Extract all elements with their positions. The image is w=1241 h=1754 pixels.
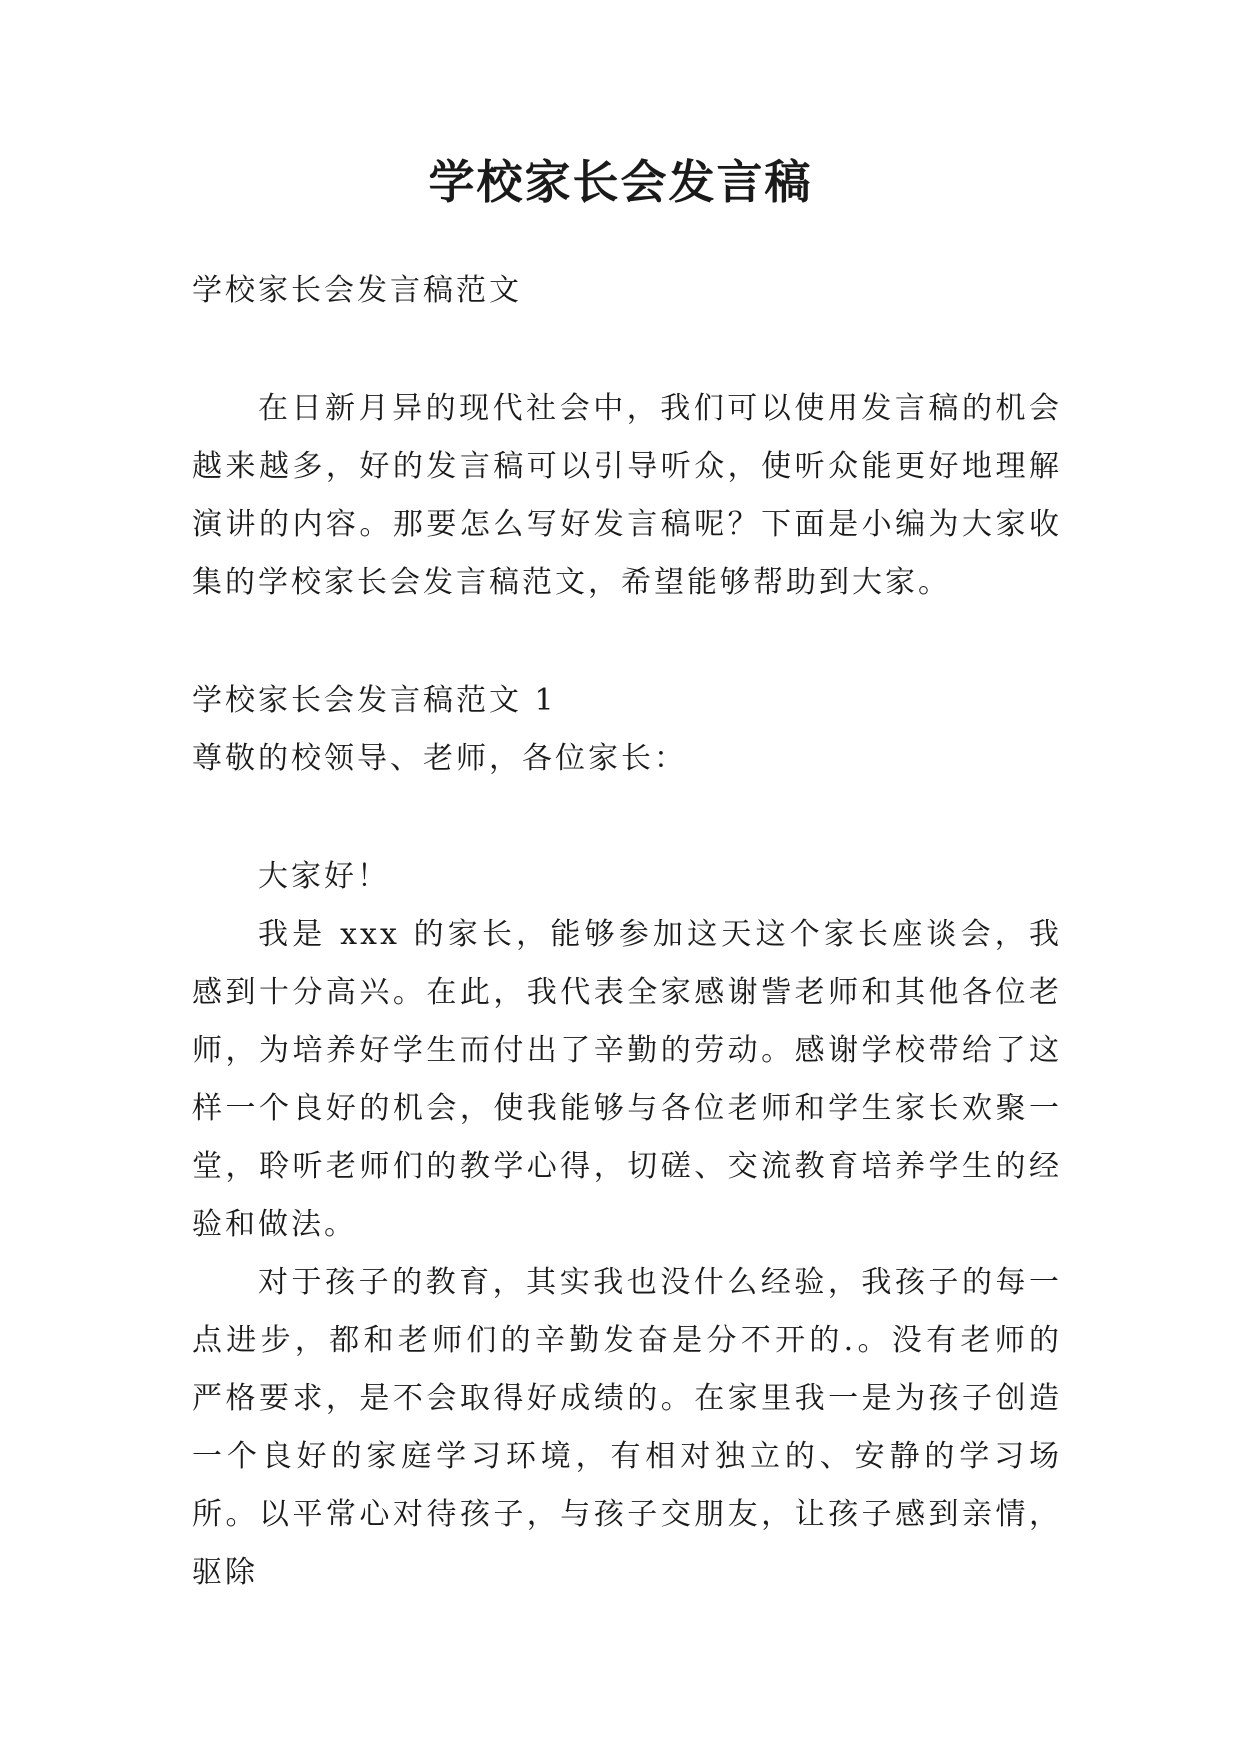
body-paragraph-1: 我是 xxx 的家长，能够参加这天这个家长座谈会，我感到十分高兴。在此，我代表全家感谢訾老师和其他各位老师，为培养好学生而付出了辛勤的劳动。感谢学校带给了这样一个良好的机会，使我能够与各位老师和学生家长欢聚一堂，聆听老师们的教学心得，切磋、交流教育培养学生的经验和做法。	[192, 917, 1062, 1242]
section-heading: 学校家长会发言稿范文 1	[192, 683, 557, 718]
body-paragraph-2: 对于孩子的教育，其实我也没什么经验，我孩子的每一点进步，都和老师们的辛勤发奋是分不开的.。没有老师的严格要求，是不会取得好成绩的。在家里我一是为孩子创造一个良好的家庭学习环境，有相对独立的、安静的学习场所。以平常心对待孩子，与孩子交朋友，让孩子感到亲情，驱除	[192, 1265, 1062, 1590]
spacer	[192, 612, 1062, 672]
document-body	[192, 262, 1062, 1602]
salutation: 尊敬的校领导、老师，各位家长：	[192, 741, 687, 776]
document-title: 学校家长会发言稿	[428, 155, 813, 209]
intro-paragraph: 在日新月异的现代社会中，我们可以使用发言稿的机会越来越多，好的发言稿可以引导听众，使听众能更好地理解演讲的内容。那要怎么写好发言稿呢？下面是小编为大家收集的学校家长会发言稿范文，希望能够帮助到大家。	[192, 391, 1062, 600]
spacer	[192, 320, 1062, 380]
greeting: 大家好！	[258, 859, 390, 894]
document-subtitle: 学校家长会发言稿范文	[192, 273, 522, 308]
spacer	[192, 788, 1062, 848]
